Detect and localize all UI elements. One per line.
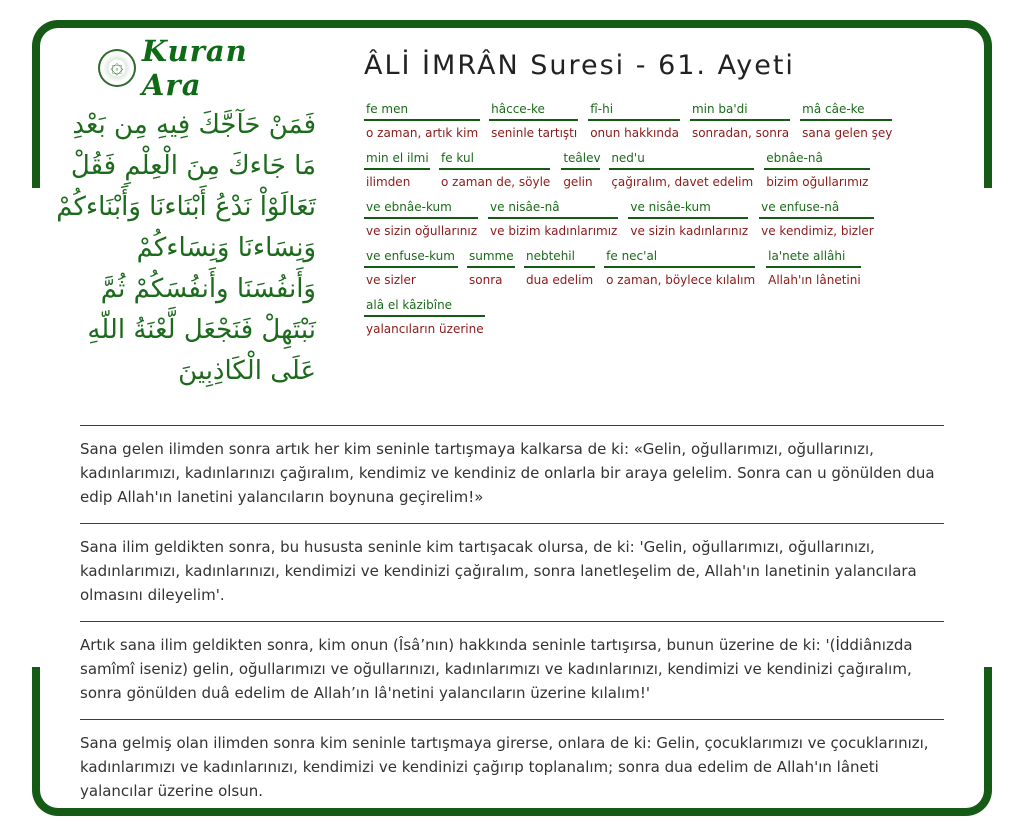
translation-item: Artık sana ilim geldikten sonra, kim onun (Îsâ’nın) hakkında seninle tartışırsa, bunun üzerine de ki: '(İddiânızda samîmî iseniz) gelin, oğullarımızı ve oğullarınızı, kadınlarımızı ve kadınlarınızı, kendimizi ve kendinizi çağıralım, sonra gönülden duâ edelim de Allah’ın lâ'netini yalancıların üzerine kılalım!' (80, 621, 944, 719)
word-meaning: sana gelen şey (802, 126, 893, 140)
word-meaning: ve sizin kadınlarınız (630, 224, 749, 238)
word-meaning: Allah'ın lânetini (768, 273, 861, 287)
word-transliteration: fe nec'al (604, 247, 755, 268)
word-meaning: dua edelim (526, 273, 594, 287)
word-transliteration: ve enfuse-nâ (759, 198, 874, 219)
word-item (764, 149, 870, 189)
word-transliteration: ebnâe-nâ (764, 149, 870, 170)
word-transliteration: ned'u (609, 149, 754, 170)
word-meaning: ve sizin oğullarınız (366, 224, 478, 238)
word-item (609, 149, 755, 189)
word-meaning: yalancıların üzerine (366, 322, 484, 336)
word-item (759, 198, 876, 238)
word-transliteration: mâ câe-ke (800, 100, 892, 121)
logo-text: Kuran Ara (141, 34, 248, 102)
word-transliteration: nebtehil (524, 247, 595, 268)
word-meaning: bizim oğullarımız (766, 175, 869, 189)
arabic-line: فَمَنْ حَآجَّكَ فِيهِ مِن بَعْدِ (72, 110, 316, 140)
word-item (766, 247, 863, 287)
word-item (364, 100, 480, 140)
word-transliteration: ve ebnâe-kum (364, 198, 478, 219)
word-transliteration: min el ilmi (364, 149, 430, 170)
arabic-verse (50, 105, 316, 392)
arabic-line: تَعَالَوْاْ نَدْعُ أَبْنَاءنَا وَأَبْنَاءكُمْ (56, 192, 316, 222)
word-item (488, 198, 619, 238)
word-transliteration: fe kul (439, 149, 550, 170)
arabic-line: عَلَى الْكَاذِبِينَ (178, 356, 316, 386)
word-meaning: sonra (469, 273, 503, 287)
word-item (524, 247, 595, 287)
word-transliteration: ve nisâe-nâ (488, 198, 618, 219)
word-transliteration: min ba'di (690, 100, 790, 121)
word-item (364, 296, 486, 336)
word-meaning: gelin (563, 175, 593, 189)
word-transliteration: ve nisâe-kum (628, 198, 748, 219)
word-meaning: ve sizler (366, 273, 416, 287)
word-meaning: sonradan, sonra (691, 126, 790, 140)
word-transliteration: alâ el kâzibîne (364, 296, 485, 317)
word-item (561, 149, 600, 189)
word-meaning: çağıralım, davet edelim (611, 175, 754, 189)
word-transliteration: la'nete allâhi (766, 247, 861, 268)
quran-emblem-icon (98, 49, 136, 87)
word-item (489, 100, 579, 140)
word-item (690, 100, 791, 140)
word-meaning: seninle tartıştı (491, 126, 578, 140)
word-meaning: o zaman, artık kim (366, 126, 479, 140)
word-transliteration: summe (467, 247, 515, 268)
translations-list (80, 425, 944, 817)
word-transliteration: fî-hi (588, 100, 680, 121)
arabic-line: وَنِسَاءنَا وَنِسَاءكُمْ (136, 233, 316, 263)
translation-item: Sana gelmiş olan ilimden sonra kim seninle tartışmaya girerse, onlara de ki: Gelin, çocuklarımızı ve çocuklarınızı, kadınlarımızı ve kadınlarınızı, kendimizi ve kendinizi çağırıp toplanalım; sonra dua edelim de Allah'ın lâneti yalancılar üzerine olsun. (80, 719, 944, 817)
translation-item: Sana ilim geldikten sonra, bu hususta seninle kim tartışacak olursa, de ki: 'Gelin, oğullarımızı, oğullarınızı, kadınlarımızı, kadınlarınızı, kendimizi ve kendinizi çağıralım, sonra lanetleşelim de, Allah'ın lanetinin yalancılara olmasını dileyelim'. (80, 523, 944, 621)
word-transliteration: teâlev (561, 149, 600, 170)
site-logo[interactable] (98, 34, 318, 102)
word-item (364, 247, 458, 287)
word-meaning: ve kendimiz, bizler (761, 224, 874, 238)
word-meaning: ilimden (366, 175, 411, 189)
arabic-line: مَا جَاءكَ مِنَ الْعِلْمِ فَقُلْ (70, 151, 316, 181)
translation-item: Sana gelen ilimden sonra artık her kim seninle tartışmaya kalkarsa de ki: «Gelin, oğullarımızı, oğullarınızı, kadınlarımızı, kadınlarınızı çağıralım, kendimiz ve kendiniz de onlarla bir araya gelelim. Sonra can u gönülden dua edip Allah'ın lanetini yalancıların boynuna geçirelim!» (80, 425, 944, 523)
word-by-word-list (364, 100, 944, 336)
word-item (588, 100, 681, 140)
word-item (364, 198, 479, 238)
word-transliteration: ve enfuse-kum (364, 247, 458, 268)
word-item (467, 247, 515, 287)
arabic-line: وَأَنفُسَنَا وأَنفُسَكُمْ ثُمَّ (100, 274, 316, 304)
arabic-line: نَبْتَهِلْ فَنَجْعَل لَّعْنَةُ اللّهِ (87, 315, 316, 345)
word-item (364, 149, 430, 189)
word-transliteration: hâcce-ke (489, 100, 578, 121)
word-item (628, 198, 750, 238)
word-item (604, 247, 757, 287)
word-transliteration: fe men (364, 100, 480, 121)
word-meaning: ve bizim kadınlarımız (490, 224, 618, 238)
word-meaning: onun hakkında (590, 126, 679, 140)
word-item (800, 100, 894, 140)
page-title: ÂLİ İMRÂN Suresi - 61. Ayeti (364, 50, 795, 81)
word-meaning: o zaman de, söyle (441, 175, 551, 189)
word-meaning: o zaman, böylece kılalım (606, 273, 756, 287)
word-item (439, 149, 552, 189)
